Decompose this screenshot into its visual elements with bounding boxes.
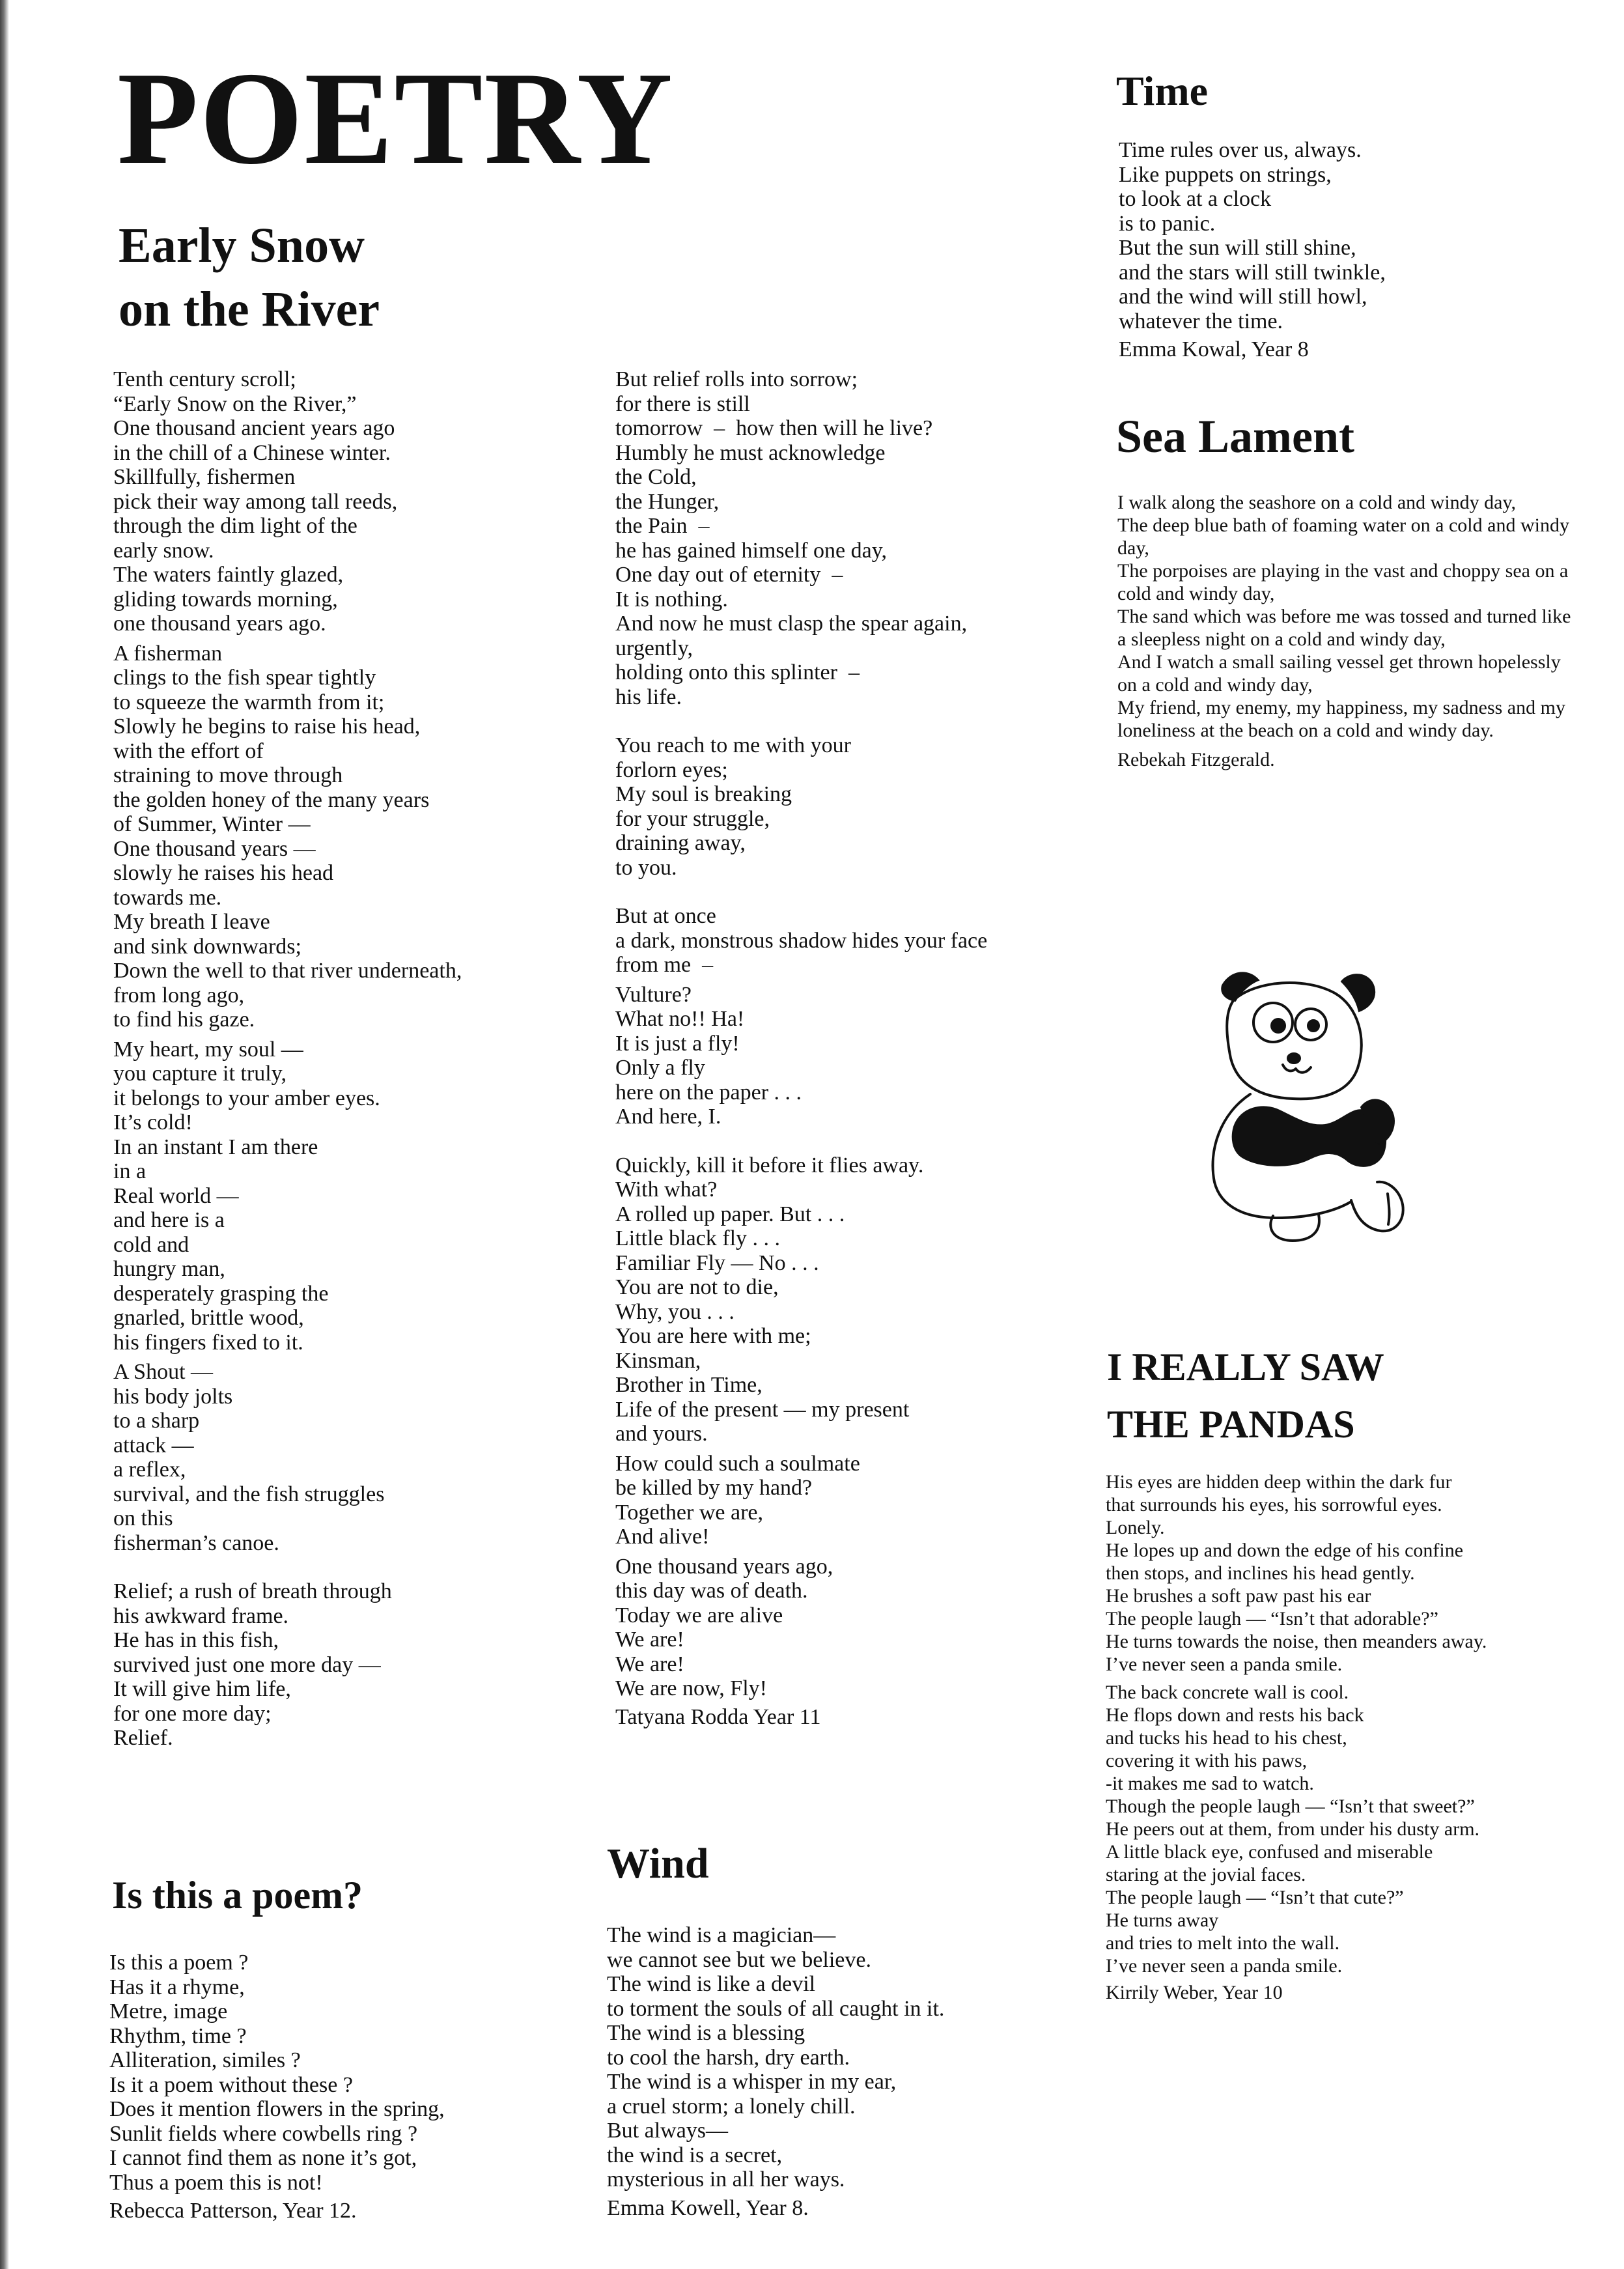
pandas-line: Lonely. [1106,1517,1165,1538]
early-snow-author: Tatyana Rodda Year 11 [615,1704,821,1729]
early-snow-stanza: How could such a soulmate be killed by my hand? Together we are, And alive! [615,1451,860,1549]
time-title: Time [1116,68,1209,114]
sea-lament-author: Rebekah Fitzgerald. [1117,749,1275,770]
early-snow-stanza: Tenth century scroll; “Early Snow on the River,” One thousand ancient years ago in the chill of a Chinese winter. Skillfully, fishermen pick their way among tall reeds, through the dim light of the early snow. The waters faintly glazed, gliding towards morning, one thousand years ago. [113,367,398,636]
early-snow-title-line-2: on the River [119,282,380,337]
panda-drawing-icon [1195,954,1439,1250]
pandas-line: I’ve never seen a panda smile. [1106,1654,1343,1675]
page-title: POETRY [117,45,674,192]
early-snow-title-line-1: Early Snow [119,218,365,273]
panda-drawing-svg [1195,954,1439,1250]
pandas-line: then stops, and inclines his head gently. [1106,1562,1415,1584]
early-snow-stanza: Vulture? What no!! Ha! It is just a fly! Only a fly here on the paper . . . And here, I. [615,982,802,1129]
wind-poem-text: The wind is a magician— we cannot see but we believe. The wind is like a devil to torment the souls of all caught in it. The wind is a blessing to cool the harsh, dry earth. The wind is a whisper in my ear, a cruel storm; a lonely chill. But always— the wind is a secret, mysterious in all her ways. [607,1923,945,2191]
early-snow-stanza: A fisherman clings to the fish spear tightly to squeeze the warmth from it; Slowly he begins to raise his head, with the effort of straining to move through the golden honey of the many years of Summer, Winter — One thousand years — slowly he raises his head towards me. My breath I leave and sink downwards; Down the well to that river underneath, from long ago, to find his gaze. [113,641,462,1032]
pandas-title [1107,1338,1384,1453]
pandas-line: He turns towards the noise, then meanders away. [1106,1631,1487,1652]
sea-lament-line: The sand which was before me was tossed and turned like a sleepless night on a cold and windy day, [1117,606,1571,650]
sea-lament-line: The porpoises are playing in the vast and choppy sea on a cold and windy day, [1117,560,1569,604]
is-this-a-poem [109,1951,445,2223]
wind-poem [607,1923,944,2220]
pandas-author: Kirrily Weber, Year 10 [1106,1982,1283,2003]
pandas-title-line-1: I REALLY SAW [1107,1346,1384,1388]
early-snow-stanza: You reach to me with your forlorn eyes; My soul is breaking for your struggle, draining away, to you. [615,733,851,880]
early-snow-stanza: Quickly, kill it before it flies away. With what? A rolled up paper. But . . . Little black fly . . . Familiar Fly — No . . . You are not to die, Why, you . . . You are here with me; Kinsman, Brother in Time, Life of the present — my present and yours. [615,1153,924,1446]
is-this-a-poem-title: Is this a poem? [112,1874,363,1917]
time-poem-author: Emma Kowal, Year 8 [1119,337,1309,361]
pandas-line: His eyes are hidden deep within the dark fur [1106,1471,1452,1493]
wind-title: Wind [607,1840,709,1887]
early-snow-stanza: Relief; a rush of breath through his awkward frame. He has in this fish, survived just one more day — It will give him life, for one more day; Relief. [113,1579,392,1750]
early-snow-stanza: My heart, my soul — you capture it truly, it belongs to your amber eyes. It’s cold! In an instant I am there in a Real world — and here is a cold and hungry man, desperately grasping the gnarled, brittle wood, his fingers fixed to it. [113,1037,380,1355]
early-snow-column-1 [113,367,462,1751]
pandas-stanza-2: The back concrete wall is cool. He flops down and rests his back and tucks his head to his chest, covering it with his paws, -it makes me sad to watch. Though the people laugh — “Isn’t that sweet?” He peers out at them, from under his dusty arm. A little black eye, confused and miserable staring at the jovial faces. The people laugh — “Isn’t that cute?” He turns away and tries to melt into the wall. I’ve never seen a panda smile. [1106,1682,1480,1977]
is-this-a-poem-text: Is this a poem ? Has it a rhyme, Metre, image Rhythm, time ? Alliteration, similes ? Is it a poem without these ? Does it mention flowers in the spring, Sunlit fields where cowbells ring ? I cannot find them as none it’s got, Thus a poem this is not! [109,1951,445,2195]
pandas-line: He lopes up and down the edge of his confine [1106,1540,1464,1561]
sea-lament-line: And I watch a small sailing vessel get thrown hopelessly on a cold and windy day, [1117,651,1561,696]
sea-lament-line: The deep blue bath of foaming water on a cold and windy day, [1117,514,1569,559]
page-binding-edge [0,0,9,2269]
early-snow-stanza: One thousand years ago, this day was of death. Today we are alive We are! We are! We are now, Fly! [615,1554,833,1700]
pandas-line: He brushes a soft paw past his ear [1106,1585,1371,1607]
pandas-title-line-2: THE PANDAS [1107,1403,1355,1446]
pandas-poem [1106,1471,1575,2004]
time-poem [1119,138,1386,362]
wind-poem-author: Emma Kowell, Year 8. [607,2195,809,2220]
early-snow-stanza: But relief rolls into sorrow; for there is still tomorrow – how then will he live? Humbly he must acknowledge the Cold, the Hunger, the Pain – he has gained himself one day, One day out of eternity – It is nothing. And now he must clasp the spear again, urgently, holding onto this splinter – his life. [615,367,968,709]
early-snow-column-2 [615,367,987,1729]
early-snow-stanza: A Shout — his body jolts to a sharp attack — a reflex, survival, and the fish struggles on this fisherman’s canoe. [113,1360,385,1555]
early-snow-stanza: But at once a dark, monstrous shadow hides your face from me – [615,904,988,977]
sea-lament-line: My friend, my enemy, my happiness, my sadness and my loneliness at the beach on a cold and windy day. [1117,697,1565,741]
early-snow-title [119,214,380,341]
sea-lament-title: Sea Lament [1116,410,1354,462]
sea-lament-poem [1117,491,1573,771]
pandas-line: The people laugh — “Isn’t that adorable?” [1106,1608,1438,1629]
time-poem-text: Time rules over us, always. Like puppets on strings, to look at a clock is to panic. But the sun will still shine, and the stars will still twinkle, and the wind will still howl, whatever the time. [1119,138,1386,333]
is-this-a-poem-author: Rebecca Patterson, Year 12. [109,2199,357,2223]
pandas-line: that surrounds his eyes, his sorrowful eyes. [1106,1494,1442,1515]
sea-lament-line: I walk along the seashore on a cold and windy day, [1117,492,1517,513]
